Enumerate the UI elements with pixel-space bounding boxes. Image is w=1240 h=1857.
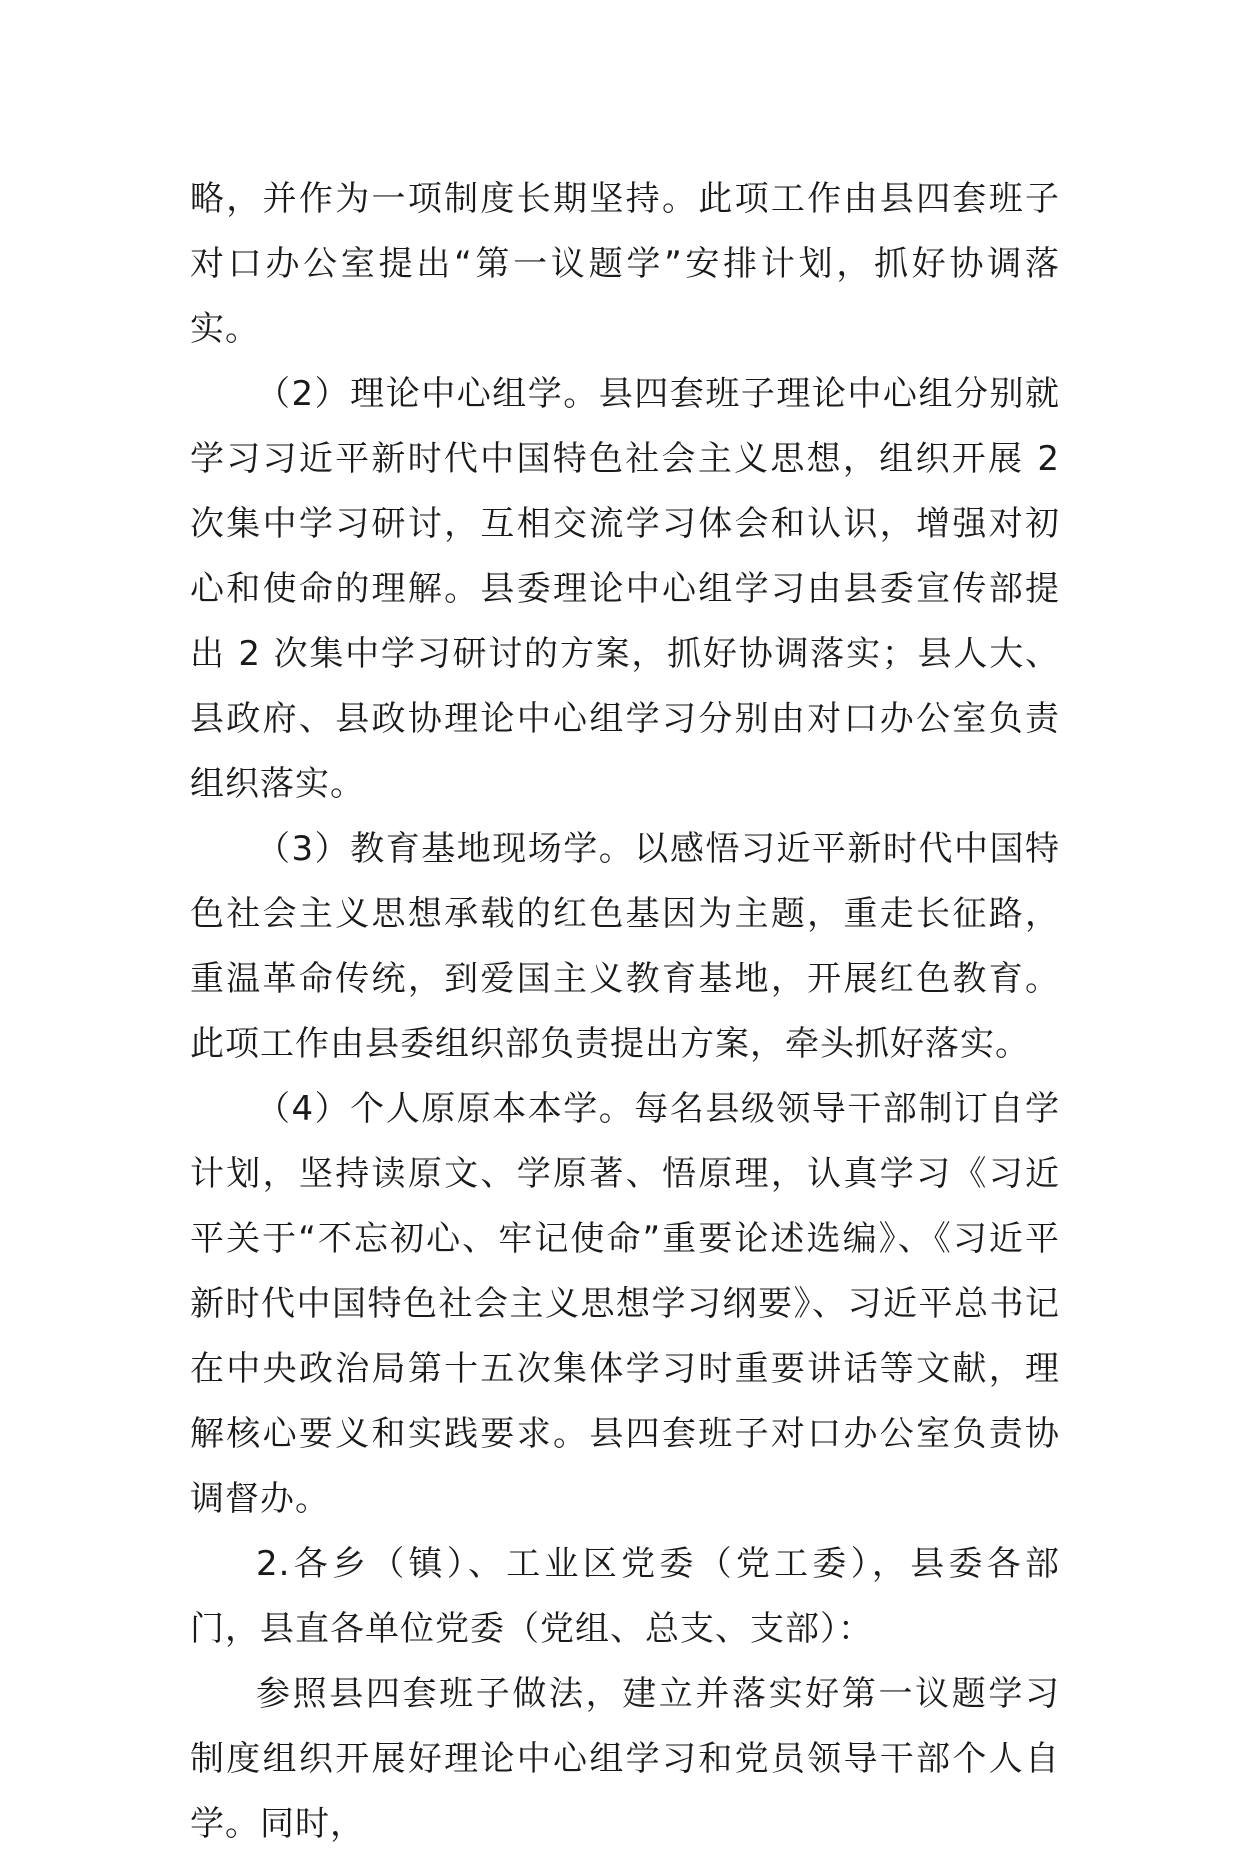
paragraph-continuation: 略，并作为一项制度长期坚持。此项工作由县四套班子对口办公室提出“第一议题学”安排计划，抓好协调落实。 [190, 179, 1060, 349]
paragraph-reference-practice: 参照县四套班子做法，建立并落实好第一议题学习制度组织开展好理论中心组学习和党员领导干部个人自学。同时， [190, 1674, 1060, 1844]
paragraph-theory-center-group: （2）理论中心组学。县四套班子理论中心组分别就学习习近平新时代中国特色社会主义思想，组织开展 2 次集中学习研讨，互相交流学习体会和认识，增强对初心和使命的理解。县委理论中心组学习由县委宣传部提出 2 次集中学习研讨的方案，抓好协调落实；县人大、县政府、县政协理论中心组学习分别由对口办公室负责组织落实。 [190, 374, 1060, 804]
paragraph-personal-study: （4）个人原原本本学。每名县级领导干部制订自学计划，坚持读原文、学原著、悟原理，认真学习《习近平关于“不忘初心、牢记使命”重要论述选编》、《习近平新时代中国特色社会主义思想学习纲要》、习近平总书记在中央政治局第十五次集体学习时重要讲话等文献，理解核心要义和实践要求。县四套班子对口办公室负责协调督办。 [190, 1089, 1060, 1519]
paragraph-education-base: （3）教育基地现场学。以感悟习近平新时代中国特色社会主义思想承载的红色基因为主题，重走长征路，重温革命传统，到爱国主义教育基地，开展红色教育。此项工作由县委组织部负责提出方案，牵头抓好落实。 [190, 829, 1060, 1064]
paragraph-township-party-committees: 2.各乡（镇）、工业区党委（党工委），县委各部门，县直各单位党委（党组、总支、支部）： [190, 1544, 1060, 1649]
document-body [190, 167, 1060, 1857]
